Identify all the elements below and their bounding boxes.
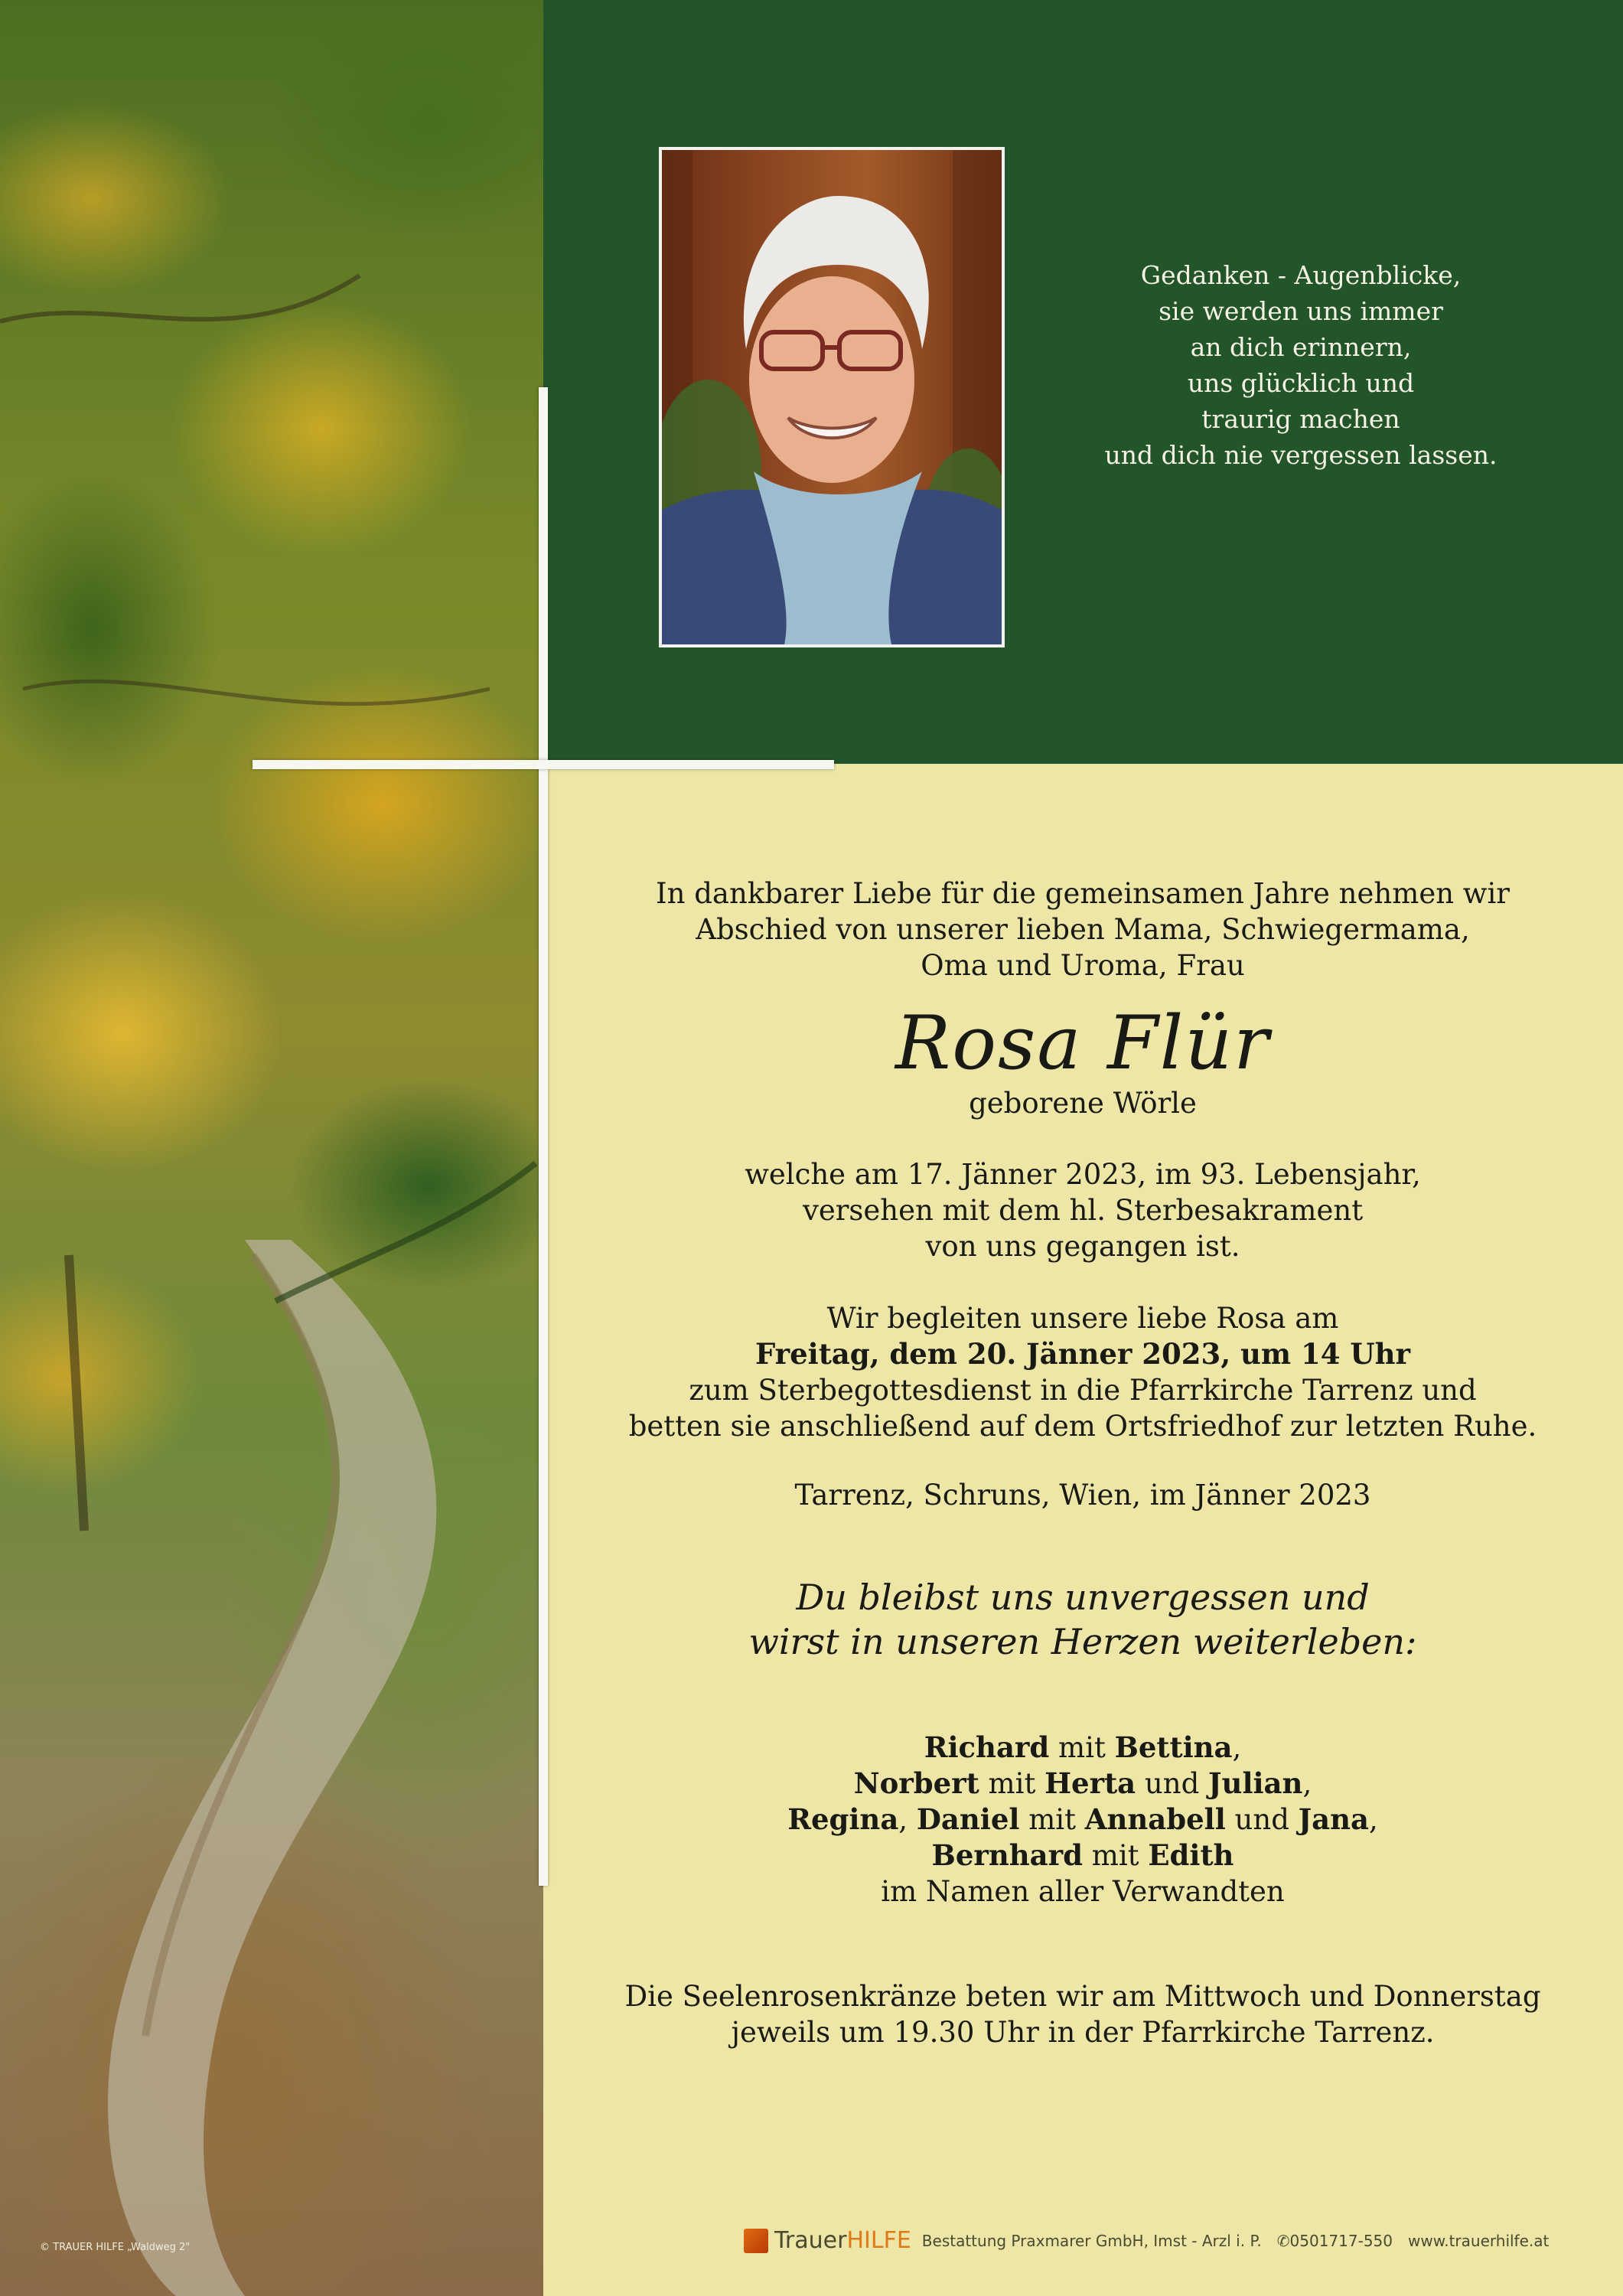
poem-line: und dich nie vergessen lassen. [1104, 440, 1498, 470]
portrait-photo [659, 147, 1005, 647]
family-line: im Namen aller Verwandten [881, 1875, 1285, 1908]
brand-name-part: HILFE [846, 2227, 911, 2254]
service-line: Wir begleiten unsere liebe Rosa am [826, 1302, 1339, 1335]
portrait-illustration [662, 150, 1002, 644]
memorial-poem [1087, 257, 1515, 473]
poem-line: sie werden uns immer [1159, 296, 1443, 326]
family-punct: , [1369, 1803, 1378, 1836]
family-member: Richard [924, 1730, 1050, 1764]
deceased-name: Rosa Flür [895, 1000, 1271, 1086]
rosary-info [612, 1978, 1553, 2050]
family-connector: mit [1019, 1803, 1085, 1836]
cross-horizontal-bar [253, 760, 834, 769]
service-date: Freitag, dem 20. Jänner 2023, um 14 Uhr [754, 1337, 1410, 1371]
service-line: betten sie anschließend auf dem Ortsfriedhof zur letzten Ruhe. [628, 1410, 1537, 1443]
poem-line: Gedanken - Augenblicke, [1140, 260, 1462, 290]
place-date: Tarrenz, Schruns, Wien, im Jänner 2023 [794, 1479, 1371, 1512]
poem-line: uns glücklich und [1187, 368, 1415, 398]
death-notice [612, 1156, 1553, 1264]
funeral-service-info [612, 1300, 1553, 1444]
family-connector: mit [1083, 1839, 1149, 1872]
trauerhilfe-logo-icon [744, 2229, 768, 2253]
intro-text [612, 876, 1553, 983]
rosary-line: Die Seelenrosenkränze beten wir am Mittwoch und Donnerstag [624, 1980, 1541, 2013]
brand-name-part: Trauer [774, 2227, 847, 2254]
poem-line: an dich erinnern, [1190, 332, 1412, 362]
family-member: Regina [787, 1802, 899, 1836]
family-line [612, 1838, 1553, 1874]
forest-path-illustration [0, 0, 543, 2296]
rosary-line: jeweils um 19.30 Uhr in der Pfarrkirche Tarrenz. [731, 2016, 1435, 2049]
family-connector: mit [1049, 1731, 1115, 1764]
family-member: Daniel [916, 1802, 1020, 1836]
family-line [612, 1802, 1553, 1838]
footer [744, 2227, 1549, 2254]
copyright-notice: © TRAUER HILFE „Waldweg 2" [40, 2242, 191, 2253]
death-line: von uns gegangen ist. [925, 1230, 1240, 1263]
family-punct: , [1302, 1767, 1312, 1800]
family-line [612, 1730, 1553, 1766]
maiden-name: geborene Wörle [969, 1087, 1197, 1120]
family-member: Norbert [853, 1766, 979, 1800]
intro-line: In dankbarer Liebe für die gemeinsamen Jahre nehmen wir [656, 877, 1510, 910]
poem-line: traurig machen [1201, 404, 1400, 434]
family-list [612, 1730, 1553, 1910]
intro-line: Abschied von unserer lieben Mama, Schwiegermama, [696, 913, 1470, 946]
deceased-block [612, 1001, 1553, 1121]
family-connector: , [898, 1803, 917, 1836]
place-date-block [612, 1477, 1553, 1513]
company-name: Bestattung Praxmarer GmbH, Imst - Arzl i. P. [921, 2231, 1262, 2250]
family-member: Bettina [1114, 1730, 1233, 1764]
family-line [612, 1766, 1553, 1802]
service-line: zum Sterbegottesdienst in die Pfarrkirche Tarrenz und [689, 1374, 1477, 1407]
motto-line: wirst in unseren Herzen weiterleben: [748, 1621, 1417, 1662]
family-connector: und [1225, 1803, 1299, 1836]
family-member: Edith [1148, 1838, 1234, 1872]
website-link[interactable]: www.trauerhilfe.at [1408, 2231, 1550, 2250]
family-member: Jana [1298, 1802, 1370, 1836]
cross-vertical-bar [539, 387, 548, 1886]
motto-line: Du bleibst uns unvergessen und [796, 1577, 1370, 1618]
family-punct: , [1232, 1731, 1242, 1764]
death-line: versehen mit dem hl. Sterbesakrament [802, 1194, 1364, 1227]
phone-number: ✆0501717-550 [1276, 2231, 1393, 2250]
family-member: Julian [1208, 1766, 1303, 1800]
intro-line: Oma und Uroma, Frau [921, 949, 1245, 982]
memorial-motto [612, 1575, 1553, 1664]
family-connector: mit [979, 1767, 1045, 1800]
family-member: Herta [1045, 1766, 1136, 1800]
family-member: Annabell [1084, 1802, 1226, 1836]
forest-path-photo [0, 0, 543, 2296]
death-line: welche am 17. Jänner 2023, im 93. Lebensjahr, [745, 1158, 1421, 1191]
family-connector: und [1136, 1767, 1209, 1800]
family-member: Bernhard [931, 1838, 1083, 1872]
